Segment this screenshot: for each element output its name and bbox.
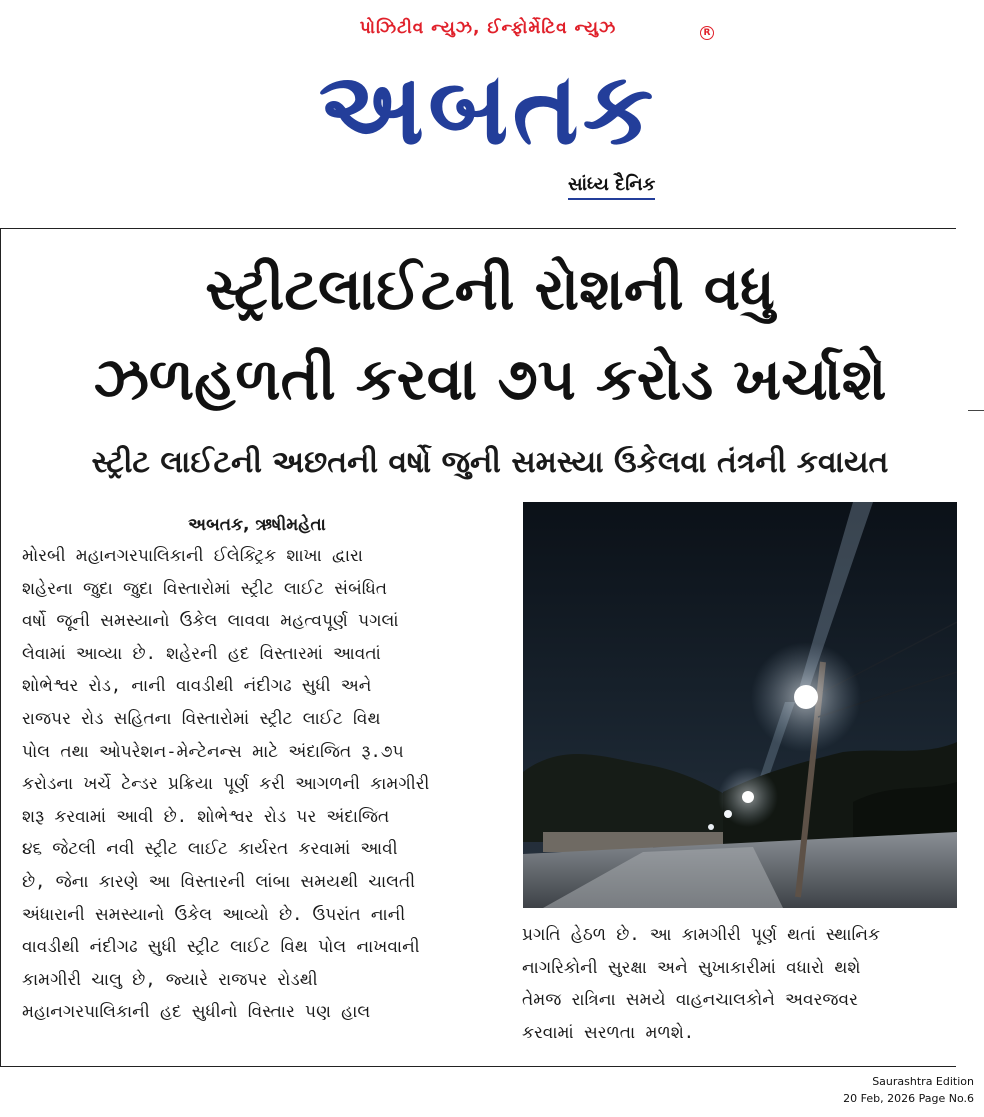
newspaper-logo: અબતક	[318, 50, 658, 167]
article-column-1	[22, 510, 492, 1029]
night-street-photo-image	[523, 502, 957, 908]
body-line: અંધારાની સમસ્યાનો ઉકેલ આવ્યો છે. ઉપરાંત નાની	[22, 904, 406, 925]
street-light-photo	[523, 502, 957, 908]
body-line: કામગીરી ચાલુ છે, જ્યારે રાજપર રોડથી	[22, 969, 318, 990]
byline: અબતક, ઋષીમહેતા	[188, 515, 326, 535]
headline-line-2: ઝળહળતી કરવા ૭૫ કરોડ ખર્ચાશે	[93, 345, 887, 413]
body-line: તેમજ રાત્રિના સમયે વાહનચાલકોને અવરજવર	[522, 990, 858, 1010]
article-column-2	[522, 919, 958, 1049]
body-line: પોલ તથા ઓપરેશન-મેન્ટેનન્સ માટે અંદાજિત રૂ.૭૫	[22, 741, 404, 762]
edition-name: Saurashtra Edition	[872, 1075, 974, 1088]
body-line: મોરબી મહાનગરપાલિકાની ઈલેક્ટ્રિક શાખા દ્વારા	[22, 546, 363, 566]
frame-left-rule	[0, 228, 1, 1066]
body-line: શોભેશ્વર રોડ, નાની વાવડીથી નંદીગઢ સુધી અને	[22, 676, 372, 697]
masthead-subtitle: સાંધ્ય દૈનિક	[568, 174, 655, 200]
body-line: છે, જેના કારણે આ વિસ્તારની લાંબા સમયથી ચાલતી	[22, 871, 416, 892]
body-line: શરૂ કરવામાં આવી છે. શોભેશ્વર રોડ પર અંદાજિત	[22, 806, 390, 827]
body-line: વર્ષો જૂની સમસ્યાનો ઉકેલ લાવવા મહત્વપૂર્ણ પગલાં	[22, 611, 399, 632]
frame-bottom-rule	[0, 1066, 956, 1067]
body-line: મહાનગરપાલિકાની હદ સુધીનો વિસ્તાર પણ હાલ	[22, 1002, 371, 1023]
frame-top-rule	[0, 228, 956, 229]
body-line: નાગરિકોની સુરક્ષા અને સુખાકારીમાં વધારો થશે	[522, 957, 861, 978]
edition-date-page: 20 Feb, 2026 Page No.6	[843, 1092, 974, 1105]
body-line: વાવડીથી નંદીગઢ સુધી સ્ટ્રીટ લાઈટ વિથ પોલ નાખવાની	[22, 937, 420, 958]
body-line: કરવામાં સરળતા મળશે.	[522, 1022, 695, 1043]
margin-tick	[968, 410, 984, 411]
body-line: રાજપર રોડ સહિતના વિસ્તારોમાં સ્ટ્રીટ લાઈટ વિથ	[22, 708, 381, 729]
body-line: પ્રગતિ હેઠળ છે. આ કામગીરી પૂર્ણ થતાં સ્થાનિક	[522, 925, 880, 945]
body-line: શહેરના જુદા જુદા વિસ્તારોમાં સ્ટ્રીટ લાઈટ સંબંધિત	[22, 578, 388, 599]
body-line: કરોડના ખર્ચે ટેન્ડર પ્રક્રિયા પૂર્ણ કરી આગળની કામગીરી	[22, 774, 430, 795]
edition-footer	[843, 1073, 974, 1107]
masthead-tagline: પોઝિટીવ ન્યુઝ, ઈન્ફોર્મેટિવ ન્યુઝ	[359, 18, 617, 38]
headline-line-1: સ્ટ્રીટલાઈટની રોશની વધુ	[205, 255, 775, 323]
body-line: લેવામાં આવ્યા છે. શહેરની હદ વિસ્તારમાં આવતાં	[22, 643, 381, 664]
body-line: ૪૬ જેટલી નવી સ્ટ્રીટ લાઈટ કાર્યરત કરવામાં આવી	[22, 839, 398, 860]
masthead	[268, 18, 718, 204]
article-body-1	[22, 540, 492, 1029]
sub-headline: સ્ટ્રીટ લાઈટની અછતની વર્ષો જુની સમસ્યા ઉકેલવા તંત્રની કવાયત	[91, 445, 889, 480]
registered-mark: R	[700, 26, 714, 40]
article-body-2	[522, 919, 958, 1049]
